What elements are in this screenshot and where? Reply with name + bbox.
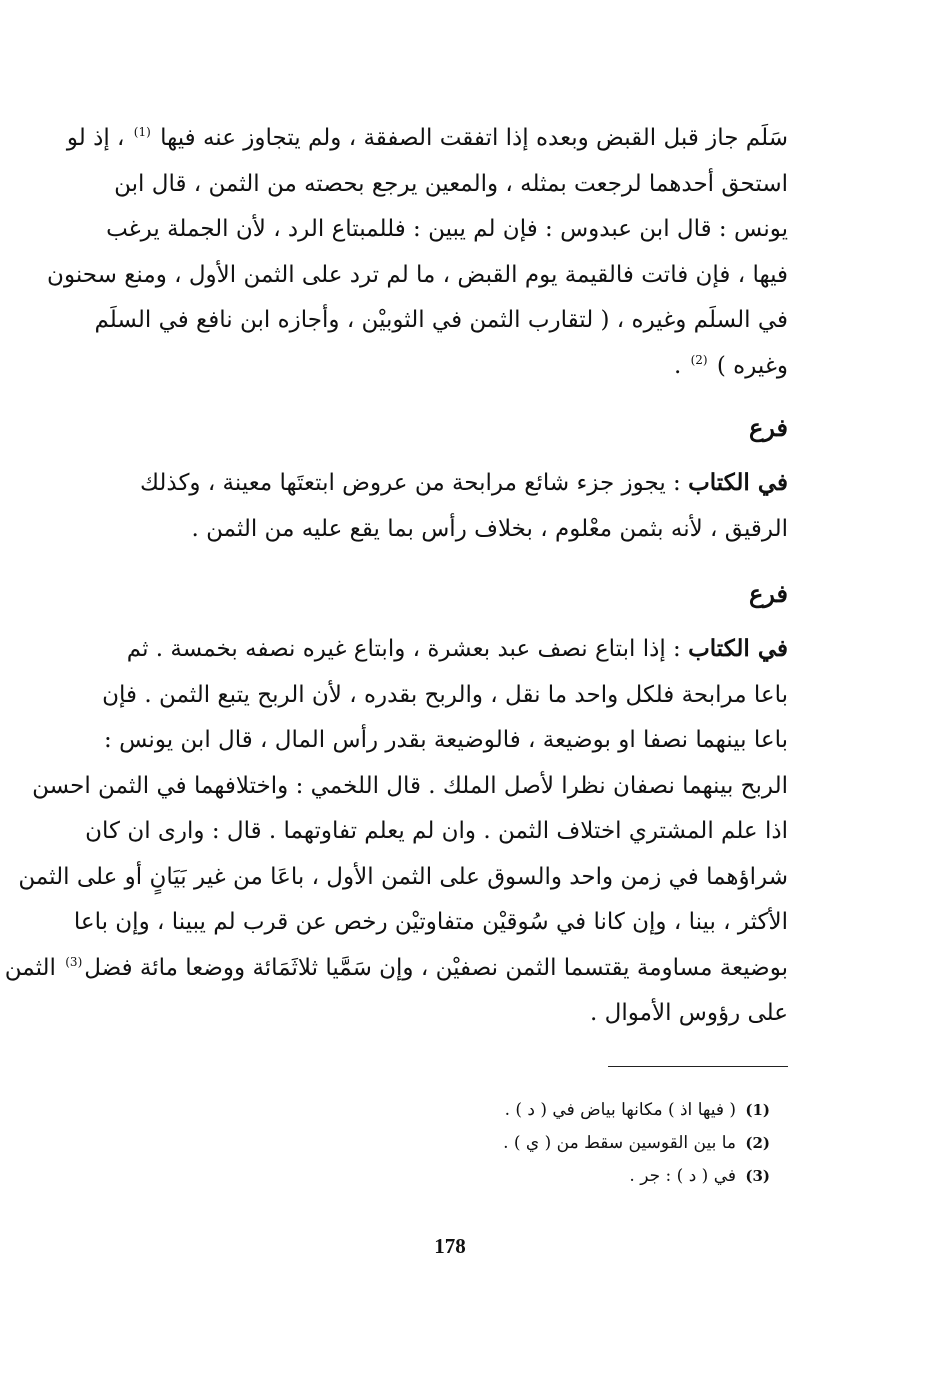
text-line: استحق أحدهما لرجعت بمثله ، والمعين يرجع بحصته من الثمن ، قال ابن — [114, 170, 788, 197]
text-line: على رؤوس الأموال . — [590, 1000, 788, 1026]
page-number: 178 — [434, 1234, 466, 1258]
footnote-text: ما بين القوسين سقط من ( ي ) . — [503, 1133, 736, 1153]
section-heading-2: فرع — [748, 579, 788, 608]
footnote-text: في ( د ) : جر . — [629, 1166, 736, 1186]
footnote-1 — [300, 1094, 770, 1127]
text-segment: . — [673, 352, 682, 379]
text-segment: سَلَم جاز قبل القبض وبعده إذا اتفقت الصفقة ، ولم يتجاوز عنه فيها — [160, 125, 788, 151]
text-segment: وغيره ) — [716, 352, 788, 379]
footnote-3 — [300, 1160, 770, 1193]
text-line: الأكثر ، بينا ، وإن كانا في سُوقيْن متفاوتيْن رخص عن قرب لم يبينا ، وإن باعا — [73, 909, 788, 935]
text-segment: الثمن — [4, 954, 56, 981]
text-line: باعا مرابحة فلكل واحد ما نقل ، والربح بقدره ، لأن الربح يتبع الثمن . فإن — [102, 681, 788, 708]
footnotes — [300, 1094, 770, 1193]
footnote-ref-3: (3) — [65, 954, 83, 969]
section-heading-1: فرع — [748, 413, 788, 442]
footnote-text: ( فيها اذ ) مكانها بياض في ( د ) . — [504, 1100, 736, 1120]
text-line — [4, 946, 788, 992]
paragraph-1 — [47, 116, 788, 389]
paragraph-2 — [118, 460, 788, 552]
text-line — [118, 626, 788, 673]
text-segment: : يجوز جزء شائع مرابحة من عروض ابتعتَها معينة ، وكذلك — [139, 470, 681, 496]
text-line: شراؤهما في زمن واحد والسوق على الثمن الأول ، باعَا من غير بَيَانٍ أو على الثمن — [18, 863, 788, 890]
text-line: في السلَم وغيره ، ( لتقارب الثمن في الثوبيْن ، وأجازه ابن نافع في السلَم — [94, 307, 788, 333]
text-line: يونس : قال ابن عبدوس : فإن لم يبين : فللمبتاع الرد ، لأن الجملة يرغب — [106, 216, 788, 242]
text-line — [118, 460, 788, 507]
footnote-ref-2: (2) — [690, 352, 708, 367]
footnote-divider — [608, 1066, 788, 1067]
text-line: باعا بينهما نصفا او بوضيعة ، فالوضيعة بقدر رأس المال ، قال ابن يونس : — [104, 727, 788, 753]
text-segment: بوضيعة مساومة يقتسما الثمن نصفيْن ، وإن سَمَّيا ثلاثَمَائة ووضعا مائة فضل — [84, 954, 788, 981]
footnote-number: (1) — [745, 1101, 770, 1119]
footnote-number: (3) — [745, 1167, 770, 1185]
text-line — [66, 116, 788, 162]
lead-term: في الكتاب — [688, 635, 788, 662]
paragraph-3 — [4, 626, 788, 1037]
text-segment: ، إذ لو — [66, 125, 125, 151]
text-line: اذا علم المشتري اختلاف الثمن . وان لم يعلم تفاوتهما . قال : وارى ان كان — [85, 818, 788, 844]
text-line — [118, 344, 788, 390]
footnote-2 — [300, 1127, 770, 1160]
footnote-ref-1: (1) — [133, 125, 151, 140]
footnote-number: (2) — [745, 1134, 770, 1152]
text-line: فيها ، فإن فاتت فالقيمة يوم القبض ، ما لم ترد على الثمن الأول ، ومنع سحنون — [47, 261, 788, 288]
text-line: الرقيق ، لأنه بثمن معْلوم ، بخلاف رأس بما يقع عليه من الثمن . — [191, 515, 788, 542]
text-segment: : إذا ابتاع نصف عبد بعشرة ، وابتاع غيره نصفه بخمسة . ثم — [126, 636, 681, 662]
lead-term: في الكتاب — [688, 469, 788, 496]
text-line: الربح بينهما نصفان نظرا لأصل الملك . قال اللخمي : واختلافهما في الثمن احسن — [32, 772, 788, 799]
